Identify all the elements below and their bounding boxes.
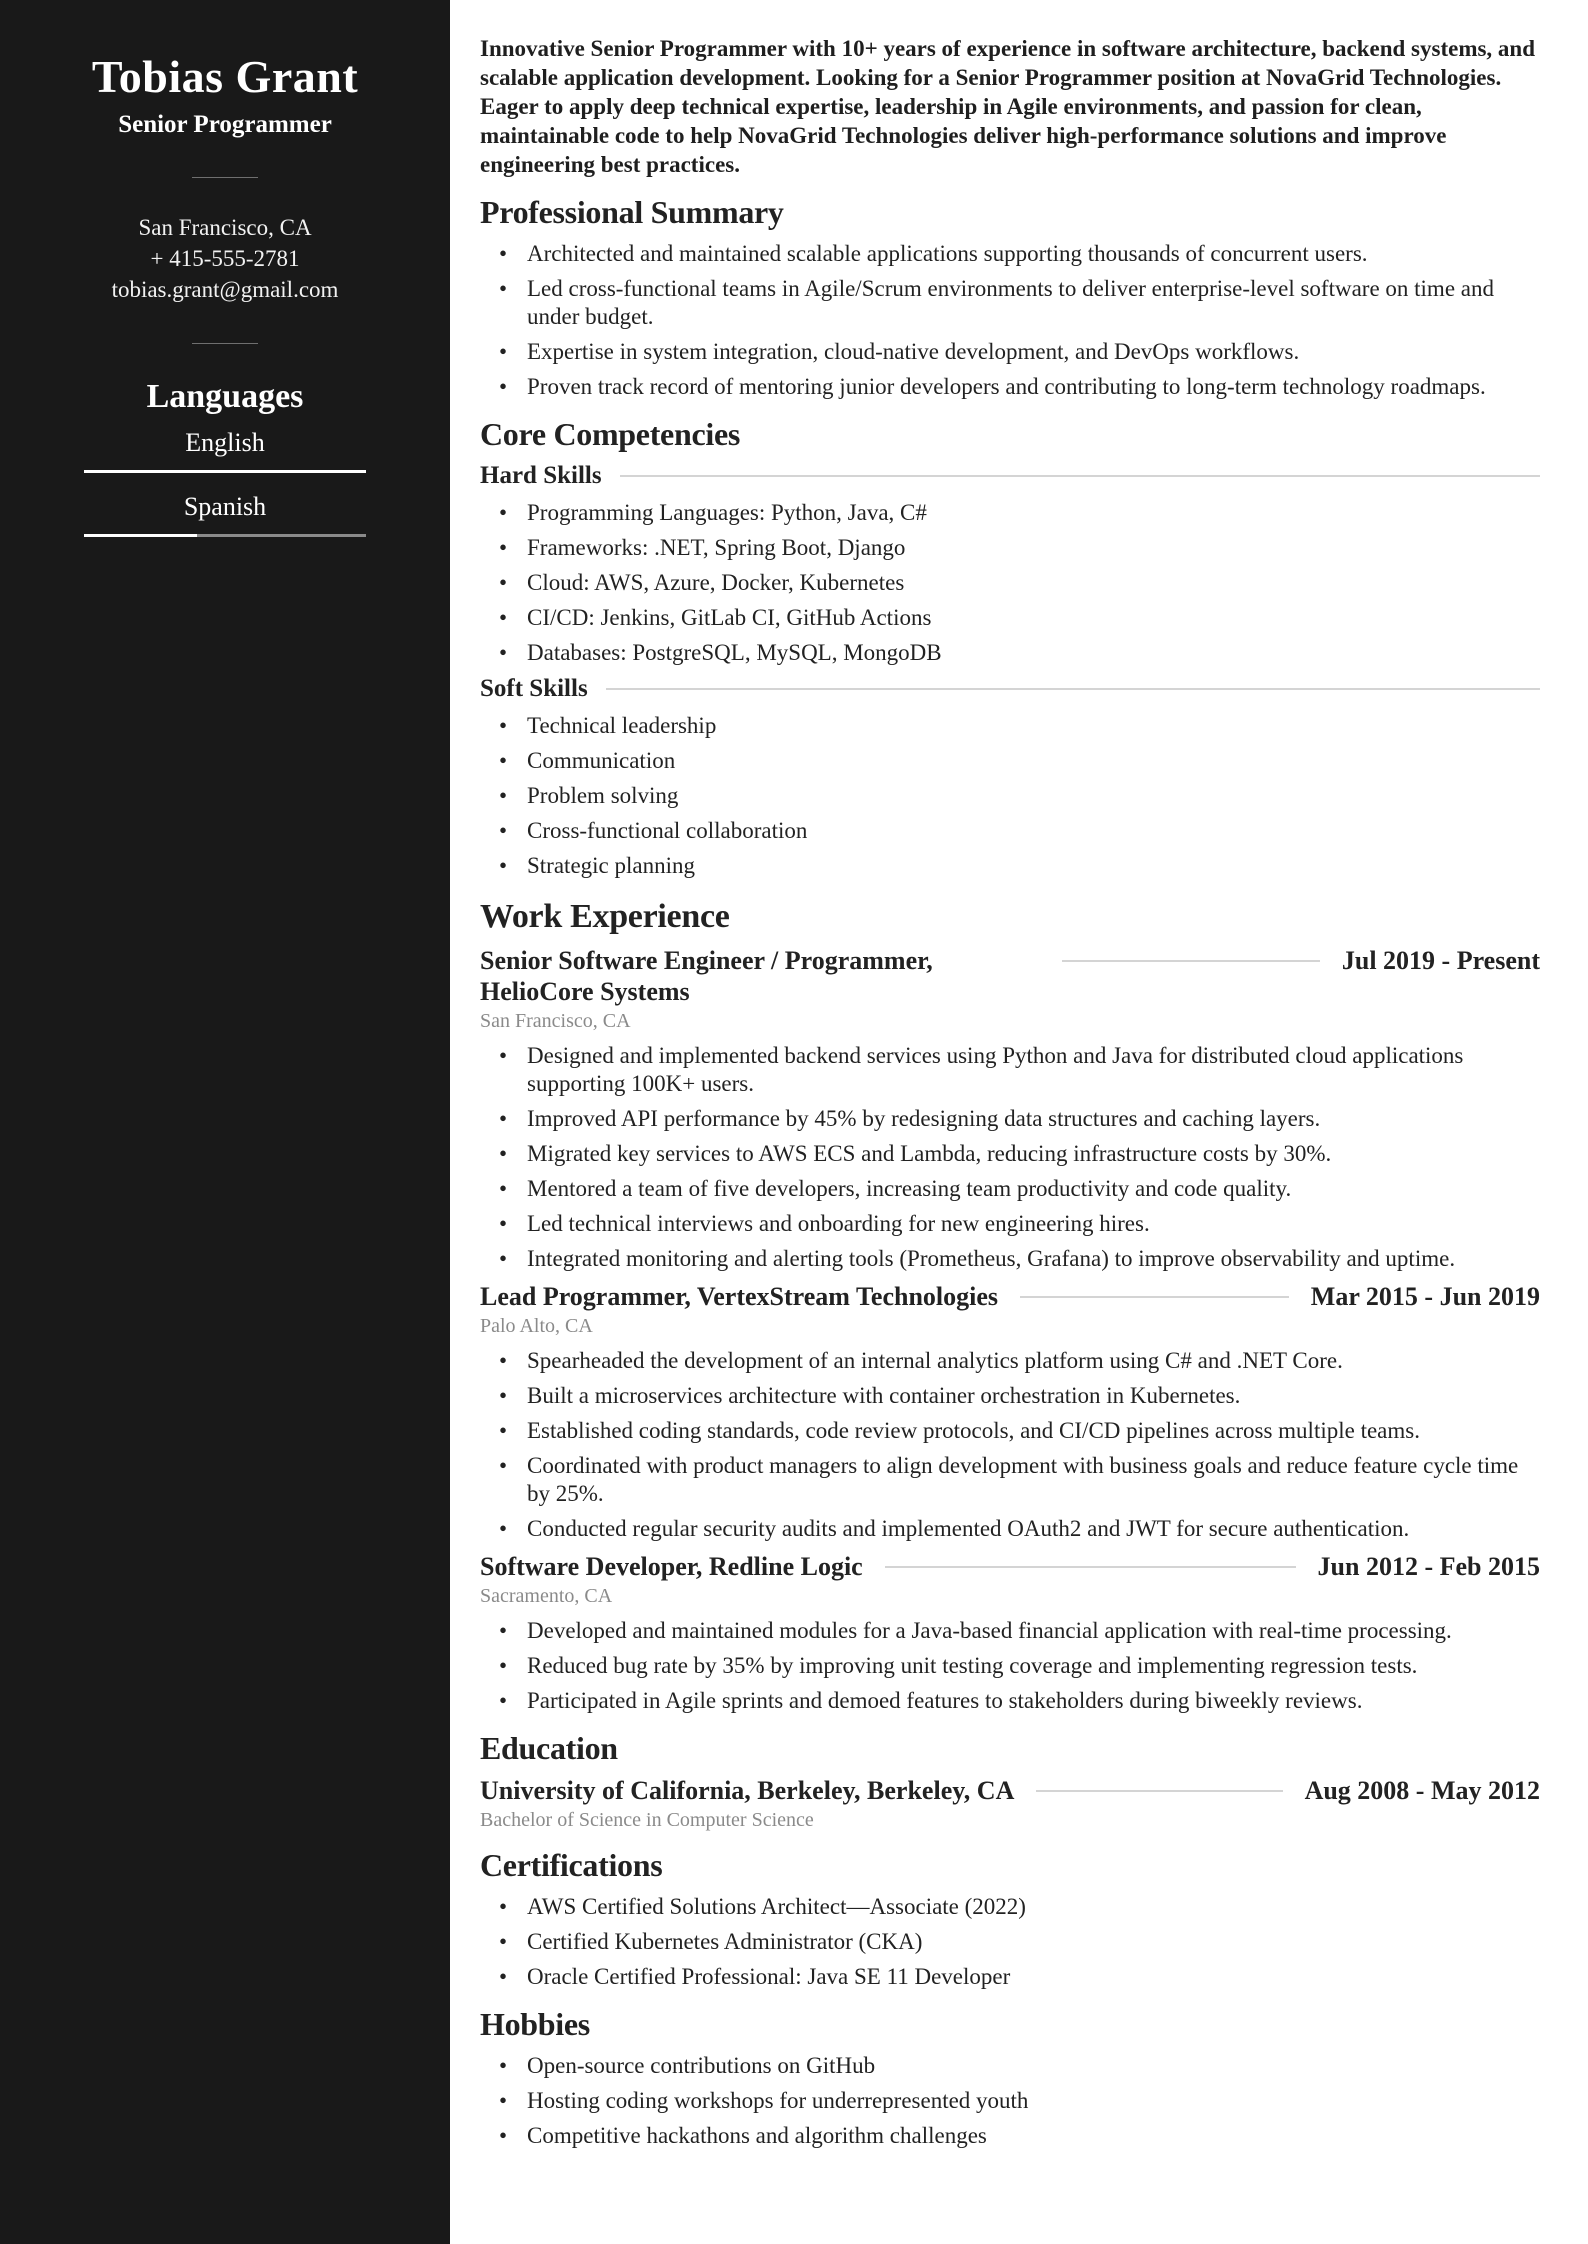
job-entry (480, 945, 1540, 1273)
languages-heading: Languages (146, 377, 304, 415)
hobby-item: • Open-source contributions on GitHub (480, 2052, 1540, 2080)
job-bullet: • Integrated monitoring and alerting tools (Prometheus, Grafana) to improve observability and uptime. (480, 1245, 1540, 1273)
language-level-bar (84, 534, 366, 537)
skill-item: • Cross-functional collaboration (480, 817, 1540, 845)
skill-item: • Technical leadership (480, 712, 1540, 740)
job-bullet: • Established coding standards, code review protocols, and CI/CD pipelines across multiple teams. (480, 1417, 1540, 1445)
job-bullet: • Coordinated with product managers to align development with business goals and reduce feature cycle time by 25%. (480, 1452, 1540, 1508)
section-core-competencies (480, 416, 1540, 880)
job-bullet: • Reduced bug rate by 35% by improving unit testing coverage and implementing regression tests. (480, 1652, 1540, 1680)
job-header (480, 1551, 1540, 1582)
professional-summary-heading: Professional Summary (480, 194, 784, 230)
job-title: Lead Programmer, VertexStream Technologies (480, 1281, 999, 1311)
job-bullet-list (480, 1347, 1540, 1543)
hobbies-list (480, 2052, 1540, 2150)
hard-skills-subheading (480, 462, 1540, 490)
summary-item: • Proven track record of mentoring junior developers and contributing to long-term technology roadmaps. (480, 373, 1540, 401)
hobby-item: • Competitive hackathons and algorithm challenges (480, 2122, 1540, 2150)
job-bullet: • Mentored a team of five developers, increasing team productivity and code quality. (480, 1175, 1540, 1203)
horizontal-rule (1036, 1790, 1282, 1792)
intro-paragraph: Innovative Senior Programmer with 10+ years of experience in software architecture, backend systems, and scalable application development. Looking for a Senior Programmer position at NovaGrid Technologies. Eager to apply deep technical expertise, leadership in Agile environments, and passion for clean, maintainable code to help NovaGrid Technologies deliver high-performance solutions and improve engineering best practices. (480, 36, 1536, 177)
language-level-fill (84, 534, 197, 537)
certifications-list (480, 1893, 1540, 1991)
job-location: Sacramento, CA (480, 1584, 613, 1607)
person-role: Senior Programmer (118, 110, 332, 138)
certification-item: • Oracle Certified Professional: Java SE 11 Developer (480, 1963, 1540, 1991)
skill-item: • Cloud: AWS, Azure, Docker, Kubernetes (480, 569, 1540, 597)
sidebar (0, 0, 450, 2244)
summary-item: • Architected and maintained scalable applications supporting thousands of concurrent users. (480, 240, 1540, 268)
education-heading: Education (480, 1729, 618, 1766)
certification-item: • Certified Kubernetes Administrator (CKA) (480, 1928, 1540, 1956)
job-bullet: • Spearheaded the development of an internal analytics platform using C# and .NET Core. (480, 1347, 1540, 1375)
hobby-item: • Hosting coding workshops for underrepresented youth (480, 2087, 1540, 2115)
certification-item: • AWS Certified Solutions Architect—Associate (2022) (480, 1893, 1540, 1921)
language-name: Spanish (183, 491, 267, 521)
language-name: English (185, 427, 265, 457)
certifications-heading: Certifications (480, 1847, 663, 1884)
job-header (480, 945, 1540, 1007)
section-certifications (480, 1847, 1540, 1991)
job-title: Senior Software Engineer / Programmer, HelioCore Systems (480, 945, 933, 1006)
horizontal-rule (606, 688, 1540, 690)
skill-item: • Programming Languages: Python, Java, C# (480, 499, 1540, 527)
skill-item: • Communication (480, 747, 1540, 775)
job-dates: Jul 2019 - Present (1341, 945, 1540, 975)
job-bullet: • Led technical interviews and onboarding for new engineering hires. (480, 1210, 1540, 1238)
hard-skills-list (480, 499, 1540, 667)
job-bullet: • Conducted regular security audits and implemented OAuth2 and JWT for secure authentication. (480, 1515, 1540, 1543)
resume-body (450, 0, 1588, 2150)
hard-skills-label: Hard Skills (480, 461, 602, 489)
contact-location: San Francisco, CA (138, 214, 312, 240)
job-location: Palo Alto, CA (480, 1314, 593, 1337)
sidebar-divider (192, 343, 258, 344)
job-bullet: • Developed and maintained modules for a Java-based financial application with real-time processing. (480, 1617, 1540, 1645)
job-bullet: • Built a microservices architecture with container orchestration in Kubernetes. (480, 1382, 1540, 1410)
education-dates: Aug 2008 - May 2012 (1304, 1776, 1540, 1806)
language-item (0, 428, 450, 473)
job-bullet: • Improved API performance by 45% by redesigning data structures and caching layers. (480, 1105, 1540, 1133)
job-bullet: • Participated in Agile sprints and demoed features to stakeholders during biweekly reviews. (480, 1687, 1540, 1715)
job-dates: Jun 2012 - Feb 2015 (1317, 1551, 1540, 1581)
skill-item: • Strategic planning (480, 852, 1540, 880)
soft-skills-label: Soft Skills (480, 674, 588, 702)
contact-block (0, 212, 450, 305)
contact-phone: + 415-555-2781 (150, 245, 300, 271)
horizontal-rule (1062, 960, 1320, 962)
section-hobbies (480, 2006, 1540, 2150)
job-title: Software Developer, Redline Logic (480, 1551, 863, 1581)
soft-skills-subheading (480, 675, 1540, 703)
section-education (480, 1730, 1540, 1833)
person-name: Tobias Grant (91, 51, 359, 102)
summary-item: • Led cross-functional teams in Agile/Scrum environments to deliver enterprise-level software on time and under budget. (480, 275, 1540, 331)
soft-skills-list (480, 712, 1540, 880)
job-dates: Mar 2015 - Jun 2019 (1310, 1281, 1540, 1311)
job-bullet-list (480, 1042, 1540, 1273)
education-header (480, 1775, 1540, 1806)
job-header (480, 1281, 1540, 1312)
language-item (0, 492, 450, 537)
job-bullet-list (480, 1617, 1540, 1715)
job-bullet: • Migrated key services to AWS ECS and Lambda, reducing infrastructure costs by 30%. (480, 1140, 1540, 1168)
contact-email: tobias.grant@gmail.com (111, 276, 339, 302)
core-competencies-heading: Core Competencies (480, 415, 741, 452)
job-location: San Francisco, CA (480, 1009, 631, 1032)
section-professional-summary (480, 194, 1540, 401)
section-work-experience (480, 897, 1540, 1715)
hobbies-heading: Hobbies (480, 2006, 590, 2043)
horizontal-rule (885, 1566, 1296, 1568)
work-experience-heading: Work Experience (480, 897, 730, 935)
job-entry (480, 1551, 1540, 1715)
skill-item: • Problem solving (480, 782, 1540, 810)
horizontal-rule (1020, 1296, 1289, 1298)
language-level-fill (84, 470, 366, 473)
horizontal-rule (620, 475, 1540, 477)
skill-item: • Databases: PostgreSQL, MySQL, MongoDB (480, 639, 1540, 667)
job-bullet: • Designed and implemented backend services using Python and Java for distributed cloud applications supporting 100K+ users. (480, 1042, 1540, 1098)
education-school: University of California, Berkeley, Berkeley, CA (480, 1776, 1015, 1806)
education-degree: Bachelor of Science in Computer Science (480, 1809, 814, 1832)
job-entry (480, 1281, 1540, 1543)
language-level-bar (84, 470, 366, 473)
skill-item: • CI/CD: Jenkins, GitLab CI, GitHub Actions (480, 604, 1540, 632)
skill-item: • Frameworks: .NET, Spring Boot, Django (480, 534, 1540, 562)
summary-item: • Expertise in system integration, cloud-native development, and DevOps workflows. (480, 338, 1540, 366)
sidebar-divider (192, 177, 258, 178)
professional-summary-list (480, 240, 1540, 401)
